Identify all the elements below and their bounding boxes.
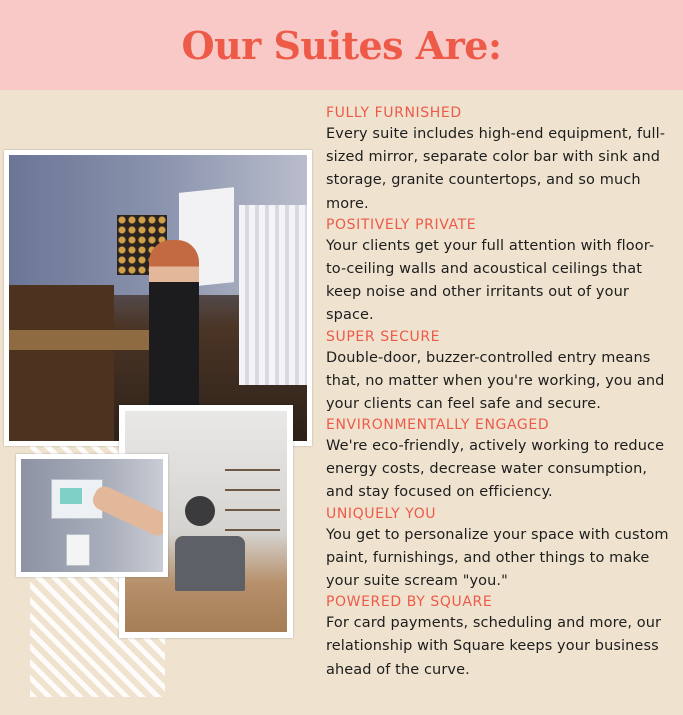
feature-title: POWERED BY SQUARE [326, 594, 493, 611]
feature-text: your suite scream "you." [326, 573, 508, 589]
feature-uniquely-you [326, 505, 683, 594]
header-banner [0, 0, 683, 90]
feature-text: Every suite includes high-end equipment, full- [326, 126, 666, 142]
feature-fully-furnished [326, 104, 683, 216]
feature-text: sized mirror, separate color bar with sink and [326, 149, 661, 166]
feature-text: more. [326, 195, 369, 212]
feature-text: and stay focused on efficiency. [326, 484, 553, 501]
features-list [326, 104, 683, 715]
feature-powered-by-square [326, 593, 683, 682]
feature-text: paint, furnishings, and other things to make [326, 549, 650, 566]
feature-text: For card payments, scheduling and more, our [326, 615, 662, 632]
feature-text: We're eco-friendly, actively working to reduce [326, 438, 665, 455]
feature-super-secure [326, 328, 683, 417]
page-title: Our Suites Are: [181, 22, 502, 68]
feature-text: Your clients get your full attention with floor- [326, 237, 655, 254]
photo-collage [0, 90, 320, 715]
feature-text: Double-door, buzzer-controlled entry means [326, 349, 651, 366]
feature-text: keep noise and other irritants out of your [326, 284, 629, 301]
feature-title: SUPER SECURE [326, 328, 441, 345]
feature-text: energy costs, decrease water consumption, [326, 461, 648, 478]
feature-title: POSITIVELY PRIVATE [326, 216, 477, 233]
feature-title: UNIQUELY YOU [326, 505, 437, 522]
feature-positively-private [326, 216, 683, 328]
feature-title: FULLY FURNISHED [326, 105, 462, 121]
feature-text: You get to personalize your space with custom [326, 526, 669, 543]
feature-environmentally-engaged [326, 416, 683, 505]
feature-text: to-ceiling walls and acoustical ceilings that [326, 260, 643, 277]
feature-text: that, no matter when you're working, you and [326, 372, 665, 389]
feature-text: storage, granite countertops, and so much [326, 172, 641, 189]
feature-text: relationship with Square keeps your business [326, 638, 659, 655]
feature-text: ahead of the curve. [326, 661, 470, 678]
thermostat-photo [16, 454, 168, 577]
salon-suite-photo [4, 150, 312, 446]
feature-text: your clients can feel safe and secure. [326, 395, 602, 412]
feature-text: space. [326, 307, 374, 324]
feature-title: ENVIRONMENTALLY ENGAGED [326, 417, 550, 434]
